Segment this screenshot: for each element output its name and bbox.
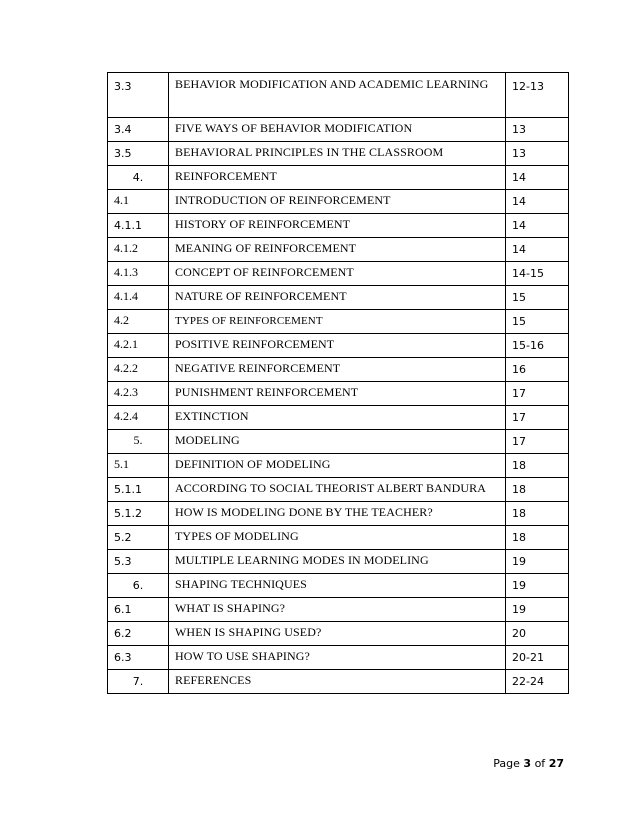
toc-section-number: 4.1.2 [108, 238, 169, 262]
toc-row [108, 118, 569, 142]
toc-row [108, 598, 569, 622]
toc-page-range: 16 [506, 358, 569, 382]
toc-page-range: 20 [506, 622, 569, 646]
toc-section-number: 3.5 [108, 142, 169, 166]
toc-row [108, 406, 569, 430]
toc-section-title: DEFINITION OF MODELING [169, 454, 506, 478]
toc-page-range: 13 [506, 118, 569, 142]
toc-section-number: 4.1 [108, 190, 169, 214]
toc-row [108, 646, 569, 670]
toc-section-title: TYPES OF MODELING [169, 526, 506, 550]
toc-row [108, 478, 569, 502]
toc-row [108, 502, 569, 526]
toc-section-title: MULTIPLE LEARNING MODES IN MODELING [169, 550, 506, 574]
toc-section-number: 6. [108, 574, 169, 598]
toc-row [108, 526, 569, 550]
toc-row [108, 670, 569, 694]
toc-row [108, 550, 569, 574]
toc-section-number: 4.1.3 [108, 262, 169, 286]
toc-section-title: MODELING [169, 430, 506, 454]
toc-section-number: 5.1 [108, 454, 169, 478]
toc-section-number: 4.1.4 [108, 286, 169, 310]
page-of-label: of [531, 757, 549, 770]
toc-page-range: 14 [506, 214, 569, 238]
toc-page-range: 19 [506, 574, 569, 598]
toc-section-title: BEHAVIORAL PRINCIPLES IN THE CLASSROOM [169, 142, 506, 166]
toc-section-number: 7. [108, 670, 169, 694]
toc-page-range: 17 [506, 406, 569, 430]
toc-page-range: 20-21 [506, 646, 569, 670]
toc-section-title: NEGATIVE REINFORCEMENT [169, 358, 506, 382]
page-label: Page [493, 757, 524, 770]
toc-section-title: REFERENCES [169, 670, 506, 694]
toc-section-number: 4. [108, 166, 169, 190]
page-number-footer [493, 757, 564, 770]
toc-page-range: 15 [506, 310, 569, 334]
toc-section-title: BEHAVIOR MODIFICATION AND ACADEMIC LEARNING [169, 73, 506, 118]
toc-section-title: TYPES OF REINFORCEMENT [169, 310, 506, 334]
toc-row [108, 73, 569, 118]
toc-page-range: 18 [506, 526, 569, 550]
toc-section-number: 4.2.4 [108, 406, 169, 430]
toc-section-number: 5. [108, 430, 169, 454]
toc-section-title: CONCEPT OF REINFORCEMENT [169, 262, 506, 286]
toc-page-range: 15 [506, 286, 569, 310]
toc-section-number: 5.1.1 [108, 478, 169, 502]
toc-section-number: 6.1 [108, 598, 169, 622]
toc-section-number: 4.2.1 [108, 334, 169, 358]
toc-section-number: 6.2 [108, 622, 169, 646]
toc-page-range: 14 [506, 190, 569, 214]
toc-section-number: 5.3 [108, 550, 169, 574]
toc-section-number: 3.3 [108, 73, 169, 118]
toc-row [108, 454, 569, 478]
total-page-count: 27 [548, 757, 564, 770]
toc-section-title: FIVE WAYS OF BEHAVIOR MODIFICATION [169, 118, 506, 142]
toc-page-range: 14 [506, 238, 569, 262]
toc-section-title: PUNISHMENT REINFORCEMENT [169, 382, 506, 406]
toc-row [108, 190, 569, 214]
toc-section-title: HISTORY OF REINFORCEMENT [169, 214, 506, 238]
toc-section-number: 4.2.2 [108, 358, 169, 382]
toc-section-number: 4.1.1 [108, 214, 169, 238]
toc-row [108, 214, 569, 238]
toc-section-title: SHAPING TECHNIQUES [169, 574, 506, 598]
toc-row [108, 142, 569, 166]
toc-section-title: HOW IS MODELING DONE BY THE TEACHER? [169, 502, 506, 526]
toc-row [108, 262, 569, 286]
toc-row [108, 166, 569, 190]
current-page-number: 3 [523, 757, 532, 770]
toc-section-title: ACCORDING TO SOCIAL THEORIST ALBERT BANDURA [169, 478, 506, 502]
toc-page-range: 15-16 [506, 334, 569, 358]
toc-row [108, 358, 569, 382]
toc-page-range: 19 [506, 550, 569, 574]
toc-section-title: POSITIVE REINFORCEMENT [169, 334, 506, 358]
toc-page-range: 17 [506, 430, 569, 454]
toc-row [108, 238, 569, 262]
toc-page-range: 18 [506, 502, 569, 526]
toc-page-range: 17 [506, 382, 569, 406]
toc-page-range: 12-13 [506, 73, 569, 118]
toc-page-range: 18 [506, 454, 569, 478]
toc-section-number: 5.2 [108, 526, 169, 550]
toc-row [108, 430, 569, 454]
toc-section-title: INTRODUCTION OF REINFORCEMENT [169, 190, 506, 214]
toc-page-range: 13 [506, 142, 569, 166]
toc-section-number: 5.1.2 [108, 502, 169, 526]
toc-row [108, 310, 569, 334]
toc-section-title: NATURE OF REINFORCEMENT [169, 286, 506, 310]
toc-page-range: 14 [506, 166, 569, 190]
toc-section-number: 6.3 [108, 646, 169, 670]
toc-row [108, 286, 569, 310]
toc-section-title: REINFORCEMENT [169, 166, 506, 190]
toc-section-title: WHAT IS SHAPING? [169, 598, 506, 622]
toc-row [108, 574, 569, 598]
toc-section-title: HOW TO USE SHAPING? [169, 646, 506, 670]
toc-section-number: 3.4 [108, 118, 169, 142]
toc-section-title: MEANING OF REINFORCEMENT [169, 238, 506, 262]
toc-section-title: WHEN IS SHAPING USED? [169, 622, 506, 646]
toc-page-range: 19 [506, 598, 569, 622]
toc-page-range: 18 [506, 478, 569, 502]
toc-section-number: 4.2.3 [108, 382, 169, 406]
table-of-contents [107, 72, 569, 694]
toc-page-range: 22-24 [506, 670, 569, 694]
toc-row [108, 622, 569, 646]
toc-section-number: 4.2 [108, 310, 169, 334]
toc-row [108, 382, 569, 406]
toc-section-title: EXTINCTION [169, 406, 506, 430]
toc-page-range: 14-15 [506, 262, 569, 286]
toc-row [108, 334, 569, 358]
